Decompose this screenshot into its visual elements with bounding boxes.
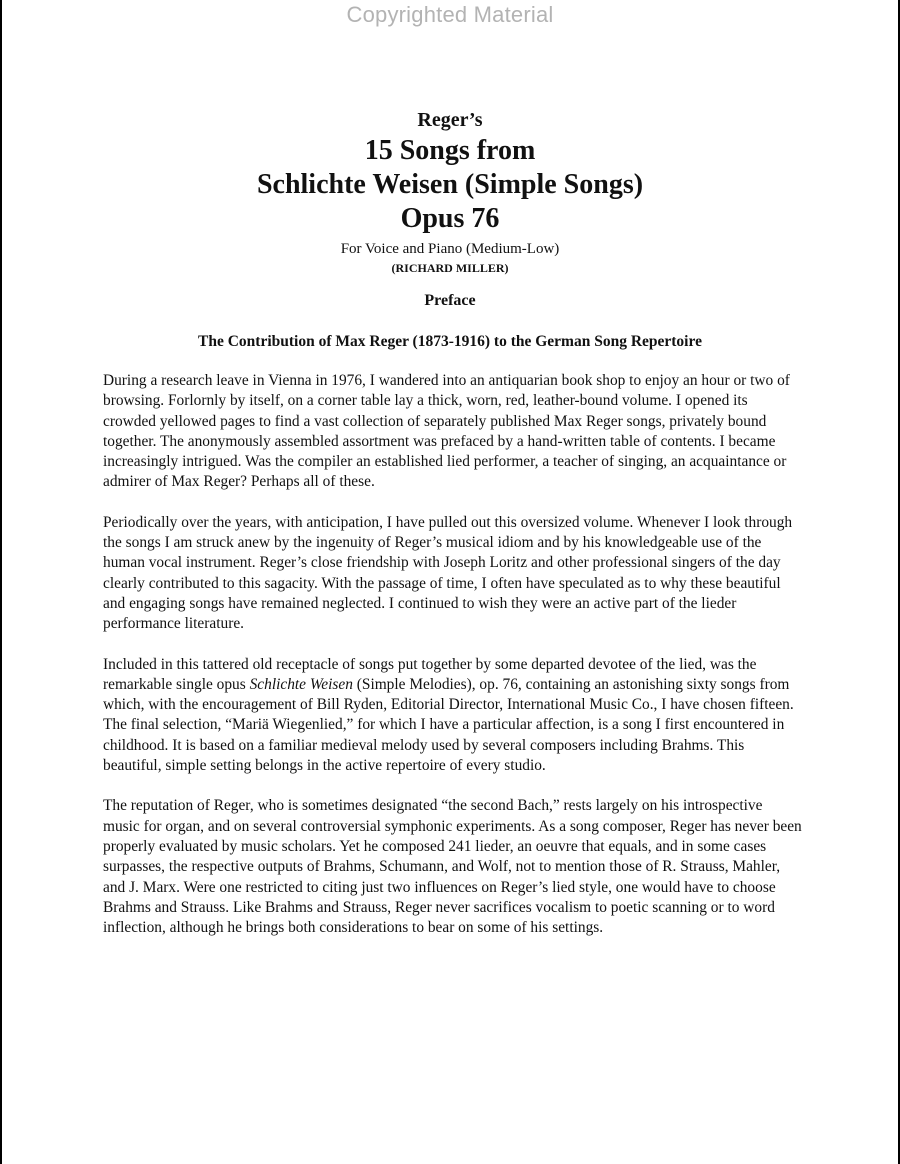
paragraph-2: Periodically over the years, with anticipation, I have pulled out this oversized volume. Whenever I look through the songs I am struck anew by the ingenuity of Reger’s musical idiom and by his knowledgeable use of the human vocal instrument. Reger’s close friendship with Joseph Loritz and other professional singers of the day clearly contributed to this sagacity. With the passage of time, I often have speculated as to why these beautiful and engaging songs have remained neglected. I continued to wish they were an active part of the lieder performance literature. <box>103 513 793 633</box>
preface-label: Preface <box>424 292 476 309</box>
title-main: 15 Songs from <box>364 135 536 166</box>
editor-name: (RICHARD MILLER) <box>391 261 509 275</box>
paragraph-3-lead: Included in this tattered old receptacle of songs put together by some departed devotee of the lied, was the remarkable single opus <box>103 655 757 693</box>
body-text <box>103 371 803 958</box>
paragraph-1: During a research leave in Vienna in 1976, I wandered into an antiquarian book shop to enjoy an hour or two of browsing. Forlornly by itself, on a corner table lay a thick, worn, red, leather-bound volume. I opened its crowded yellowed pages to find a vast collection of separately published Max Reger songs, privately bound together. The anonymously assembled assortment was prefaced by a hand-written table of contents. I became increasingly intrigued. Was the compiler an established lied performer, a teacher of singing, an acquaintance or admirer of Max Reger? Perhaps all of these. <box>103 372 790 491</box>
paragraph-3 <box>103 655 803 777</box>
copyright-watermark: Copyrighted Material <box>346 2 554 27</box>
subtitle-voicing: For Voice and Piano (Medium-Low) <box>340 241 560 257</box>
section-heading: The Contribution of Max Reger (1873-1916) to the German Song Repertoire <box>198 333 702 350</box>
title-block <box>0 106 900 277</box>
title-collection: Schlichte Weisen (Simple Songs) <box>256 169 644 200</box>
paragraph-3-rest: (Simple Melodies), op. 76, containing an astonishing sixty songs from which, with the encouragement of Bill Ryden, Editorial Director, International Music Co., I have chosen fifteen. The final selection, “Mariä Wiegenlied,” for which I have a particular affection, is a song I first encountered in childhood. It is based on a familiar medieval melody used by several composers including Brahms. This beautiful, simple setting belongs in the active repertoire of every studio. <box>103 675 794 775</box>
work-title-italic: Schlichte Weisen <box>249 675 353 693</box>
title-composer: Reger’s <box>417 109 483 131</box>
paragraph-4: The reputation of Reger, who is sometimes designated “the second Bach,” rests largely on his introspective music for organ, and on several controversial symphonic experiments. As a song composer, Reger has never been properly evaluated by music scholars. Yet he composed 241 lieder, an oeuvre that equals, and in some cases surpasses, the respective outputs of Brahms, Schumann, and Wolf, not to mention those of R. Strauss, Mahler, and J. Marx. Were one restricted to citing just two influences on Reger’s lied style, one would have to choose Brahms and Strauss. Like Brahms and Strauss, Reger never sacrifices vocalism to poetic scanning or to word inflection, although he brings both considerations to bear on some of his settings. <box>103 797 802 937</box>
title-opus: Opus 76 <box>400 203 500 234</box>
